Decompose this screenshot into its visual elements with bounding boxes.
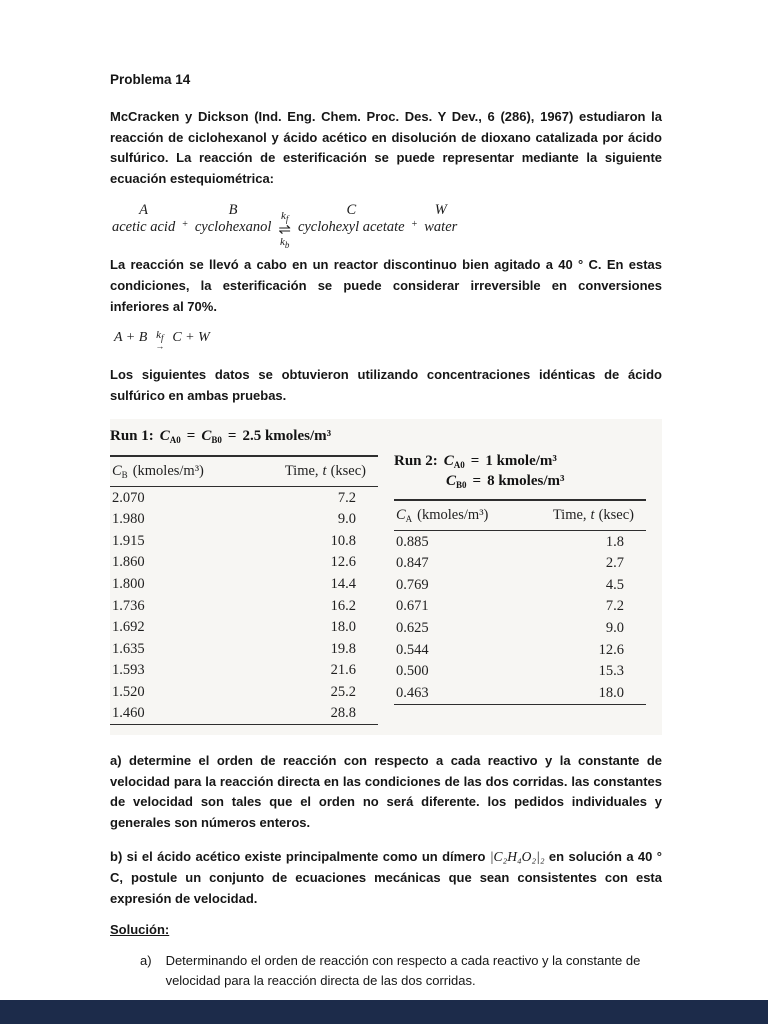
solution-heading: Solución:: [110, 922, 170, 938]
equation-term-w: [424, 202, 457, 235]
table-header-row: [394, 500, 646, 531]
dimer-formula: |C₂H₄O₂|₂: [489, 849, 545, 865]
paragraph-intro: McCracken y Dickson (Ind. Eng. Chem. Proc. Des. Y Dev., 6 (286), 1967) estudiaron la reacción de ciclohexanol y ácido acético en disolución de dioxano catalizada por ácido sulfúrico. La reacción de esterificación se puede representar mediante la siguiente ecuación estequiométrica:: [110, 109, 662, 186]
equation-term-a: [112, 202, 175, 235]
rate-constant-forward: $k_f$: [280, 209, 289, 224]
column-header-time: Time, t (ksec): [245, 456, 379, 487]
term-symbol: C: [346, 202, 357, 219]
solution-item-text: Determinando el orden de reacción con respecto a cada reactivo y la constante de velocidad para la reacción directa de las dos corridas.: [165, 953, 641, 988]
term-name: water: [424, 218, 458, 235]
table-cell: 1.635: [112, 640, 145, 657]
table-cell: 2.7: [605, 555, 624, 572]
table-cell: 9.0: [605, 620, 624, 636]
table-row: [394, 531, 646, 553]
table-cell: 16.2: [330, 597, 356, 614]
forward-rate-arrow: $k_f$ →: [155, 329, 165, 352]
table-row: [394, 618, 646, 640]
viewer-bottom-bar: [0, 1000, 768, 1024]
table-row: [110, 638, 378, 660]
table-cell: 1.692: [112, 619, 145, 636]
term-name: cyclohexyl acetate: [297, 218, 405, 235]
run1-heading: Run 1: $C_{A0}$ = $C_{B0}$ = 2.5 kmoles/m³: [110, 428, 332, 446]
table-row: [110, 617, 378, 639]
table-cell: 1.460: [112, 705, 145, 722]
term-name: acetic acid: [112, 218, 176, 235]
table-cell: 1.860: [112, 554, 145, 571]
equation-term-b: [195, 202, 272, 235]
table-cell: 2.070: [112, 489, 145, 506]
table-cell: 28.8: [330, 705, 356, 722]
term-name: cyclohexanol: [194, 218, 272, 235]
table-cell: 1.8: [605, 533, 624, 550]
column-header-time: Time, t (ksec): [521, 500, 646, 531]
equilibrium-arrows: [278, 211, 291, 251]
solution-item-a: [110, 951, 662, 990]
table-cell: 4.5: [605, 576, 624, 593]
table-cell: 1.520: [112, 683, 145, 700]
table-row: [110, 509, 378, 531]
table-cell: 12.6: [330, 554, 356, 571]
term-symbol: A: [139, 202, 149, 219]
table-cell: 12.6: [598, 641, 624, 658]
table-cell: 10.8: [330, 532, 356, 549]
run1-table: [110, 455, 378, 725]
table-row: [110, 703, 378, 725]
run2-heading: Run 2: $C_{A0}$ = 1 kmole/m³ $C_{B0}$ = 8 kmoles/m³: [394, 453, 565, 491]
equation-right: C + W: [172, 330, 210, 346]
table-row: [110, 574, 378, 596]
table-cell: 0.463: [396, 684, 429, 701]
table-row: [110, 681, 378, 703]
table-cell: 1.800: [112, 576, 145, 592]
table-cell: 19.8: [330, 640, 356, 657]
equation-left: A + B: [114, 330, 148, 346]
table-row: [110, 530, 378, 552]
term-symbol: W: [434, 202, 447, 219]
table-cell: 0.544: [396, 641, 429, 658]
paragraph-data-intro: Los siguientes datos se obtuvieron utilizando concentraciones idénticas de ácido sulfúrico en ambas pruebas.: [110, 367, 662, 403]
plus-sign: +: [182, 219, 188, 231]
list-marker: a): [140, 953, 152, 969]
page-title: Problema 14: [110, 72, 191, 87]
table-cell: 0.671: [396, 598, 429, 615]
table-cell: 1.736: [112, 597, 145, 614]
table-row: [110, 552, 378, 574]
run1-table-body: [110, 487, 378, 725]
table-cell: 0.625: [396, 620, 429, 636]
data-tables-scan: [110, 419, 662, 735]
table-cell: 1.593: [112, 662, 145, 679]
table-cell: 9.0: [337, 511, 356, 528]
table-row: [394, 682, 646, 704]
table-cell: 1.915: [112, 532, 145, 549]
term-symbol: B: [228, 202, 238, 219]
rate-constant-backward: $k_b$: [279, 236, 290, 251]
table-row: [394, 553, 646, 575]
table-cell: 25.2: [330, 683, 356, 700]
table-header-row: [110, 456, 378, 487]
table-row: [110, 487, 378, 509]
table-row: [394, 574, 646, 596]
equilibrium-arrow-icon: ⇌: [278, 221, 291, 238]
plus-sign: +: [411, 219, 418, 231]
column-header-concentration: $C_A$ (kmoles/m³): [394, 500, 521, 531]
paragraph-question-a: a) determine el orden de reacción con respecto a cada reactivo y la constante de velocidad para la reacción directa en las condiciones de las dos corridas. las constantes de velocidad son tales que el orden no será diferente. los pedidos individuales y generales son números enteros.: [110, 753, 662, 830]
table-cell: 7.2: [605, 598, 624, 615]
run2-table-body: [394, 531, 646, 704]
paragraph-conditions: La reacción se llevó a cabo en un reactor discontinuo bien agitado a 40 ° C. En estas condiciones, la esterificación se puede considerar irreversible en conversiones inferiores al 70%.: [110, 257, 662, 314]
table-cell: 18.0: [330, 619, 356, 636]
paragraph-question-b: b) si el ácido acético existe principalmente como un dímero |C₂H₄O₂|₂ en solución a 40 ° C, postule un conjunto de ecuaciones mecánicas que sean consistentes con esta expresión de velocidad.: [110, 849, 662, 906]
table-cell: 14.4: [330, 576, 356, 592]
table-row: [394, 596, 646, 618]
stoichiometric-equation: [112, 202, 662, 251]
table-cell: 15.3: [598, 663, 624, 680]
table-cell: 1.980: [112, 511, 145, 528]
table-row: [394, 639, 646, 661]
table-cell: 21.6: [330, 662, 356, 679]
table-cell: 0.769: [396, 576, 429, 593]
column-header-concentration: $C_B$ (kmoles/m³): [110, 456, 245, 487]
right-arrow-icon: →: [155, 341, 165, 352]
table-cell: 0.885: [396, 533, 429, 550]
table-cell: 7.2: [337, 489, 356, 506]
table-row: [394, 661, 646, 683]
run2-table: [394, 499, 646, 704]
table-row: [110, 595, 378, 617]
irreversible-equation: [114, 330, 662, 350]
table-cell: 0.500: [396, 663, 429, 680]
table-cell: 0.847: [396, 555, 429, 572]
table-row: [110, 660, 378, 682]
equation-term-c: [298, 202, 405, 235]
table-cell: 18.0: [598, 684, 624, 701]
